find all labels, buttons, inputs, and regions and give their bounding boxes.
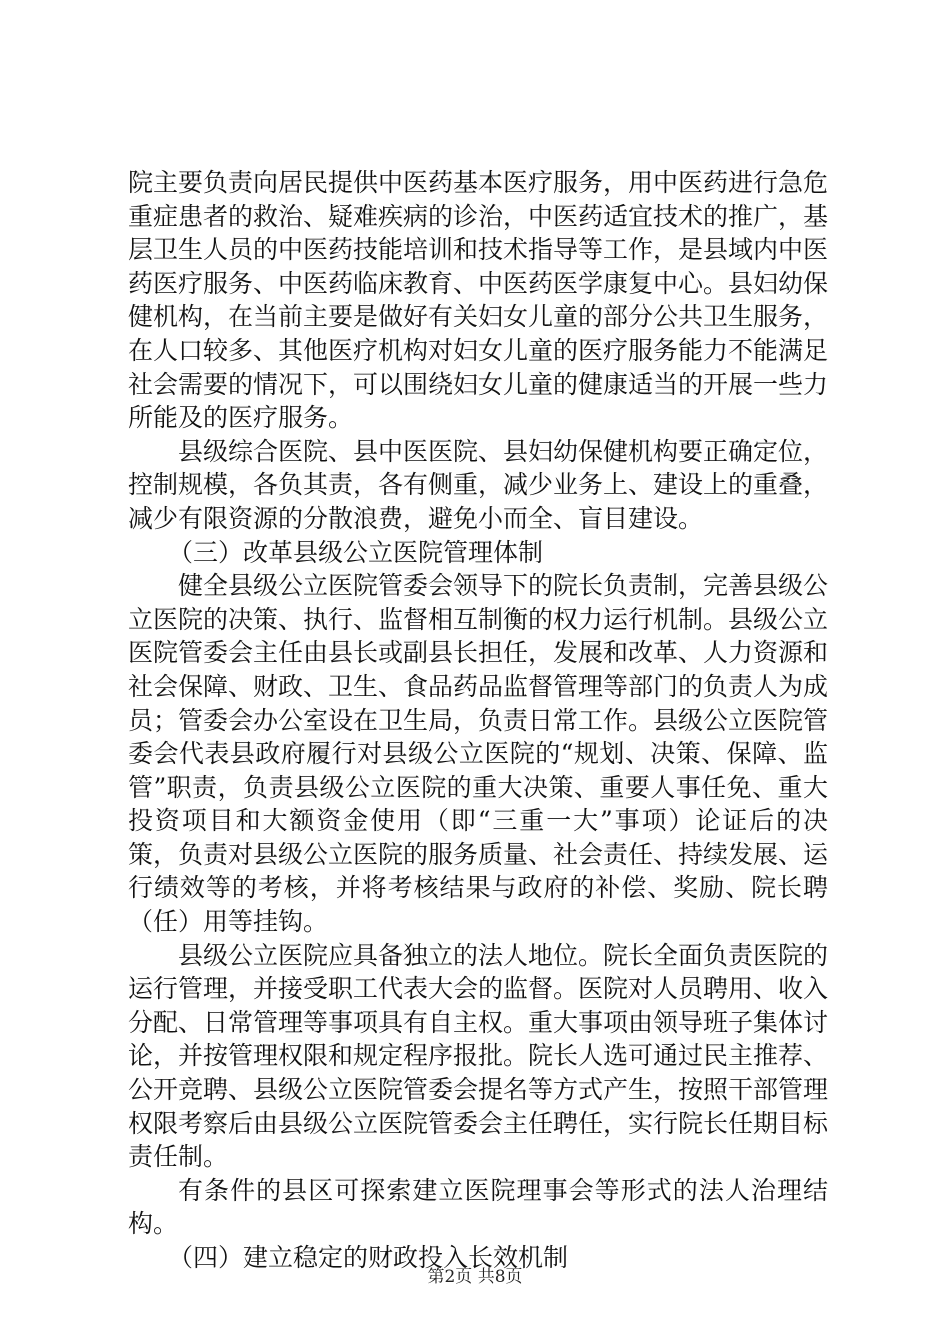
- section-heading-4: （四）建立稳定的财政投入长效机制: [168, 1243, 569, 1272]
- paragraph-5: 有条件的县区可探索建立医院理事会等形式的法人治理结构。: [128, 1175, 828, 1239]
- document-body: [128, 166, 828, 1275]
- page-footer: 第2页 共8页: [427, 1267, 523, 1287]
- section-heading-3: （三）改革县级公立医院管理体制: [168, 537, 544, 567]
- paragraph-2: 县级综合医院、县中医医院、县妇幼保健机构要正确定位，控制规模，各负其责，各有侧重，减少业务上、建设上的重叠，减少有限资源的分散浪费，避免小而全、盲目建设。: [128, 436, 829, 533]
- paragraph-3: 健全县级公立医院管委会领导下的院长负责制，完善县级公立医院的决策、执行、监督相互制衡的权力运行机制。县级公立医院管委会主任由县长或副县长担任，发展和改革、人力资源和社会保障、财政、卫生、食品药品监督管理等部门的负责人为成员；管委会办公室设在卫生局，负责日常工作。县级公立医院管委会代表县政府履行对县级公立医院的“规划、决策、保障、监管”职责，负责县级公立医院的重大决策、重要人事任免、重大投资项目和大额资金使用（即“三重一大”事项）论证后的决策，负责对县级公立医院的服务质量、社会责任、持续发展、运行绩效等的考核，并将考核结果与政府的补偿、奖励、院长聘（任）用等挂钩。: [128, 571, 829, 937]
- paragraph-4: 县级公立医院应具备独立的法人地位。院长全面负责医院的运行管理，并接受职工代表大会的监督。医院对人员聘用、收入分配、日常管理等事项具有自主权。重大事项由领导班子集体讨论，并按管理权限和规定程序报批。院长人选可通过民主推荐、公开竞聘、县级公立医院管委会提名等方式产生，按照干部管理权限考察后由县级公立医院管委会主任聘任，实行院长任期目标责任制。: [128, 940, 829, 1172]
- paragraph-1: 院主要负责向居民提供中医药基本医疗服务，用中医药进行急危重症患者的救治、疑难疾病的诊治，中医药适宜技术的推广，基层卫生人员的中医药技能培训和技术指导等工作，是县域内中医药医疗服务、中医药临床教育、中医药医学康复中心。县妇幼保健机构，在当前主要是做好有关妇女儿童的部分公共卫生服务，在人口较多、其他医疗机构对妇女儿童的医疗服务能力不能满足社会需要的情况下，可以围绕妇女儿童的健康适当的开展一些力所能及的医疗服务。: [128, 168, 829, 433]
